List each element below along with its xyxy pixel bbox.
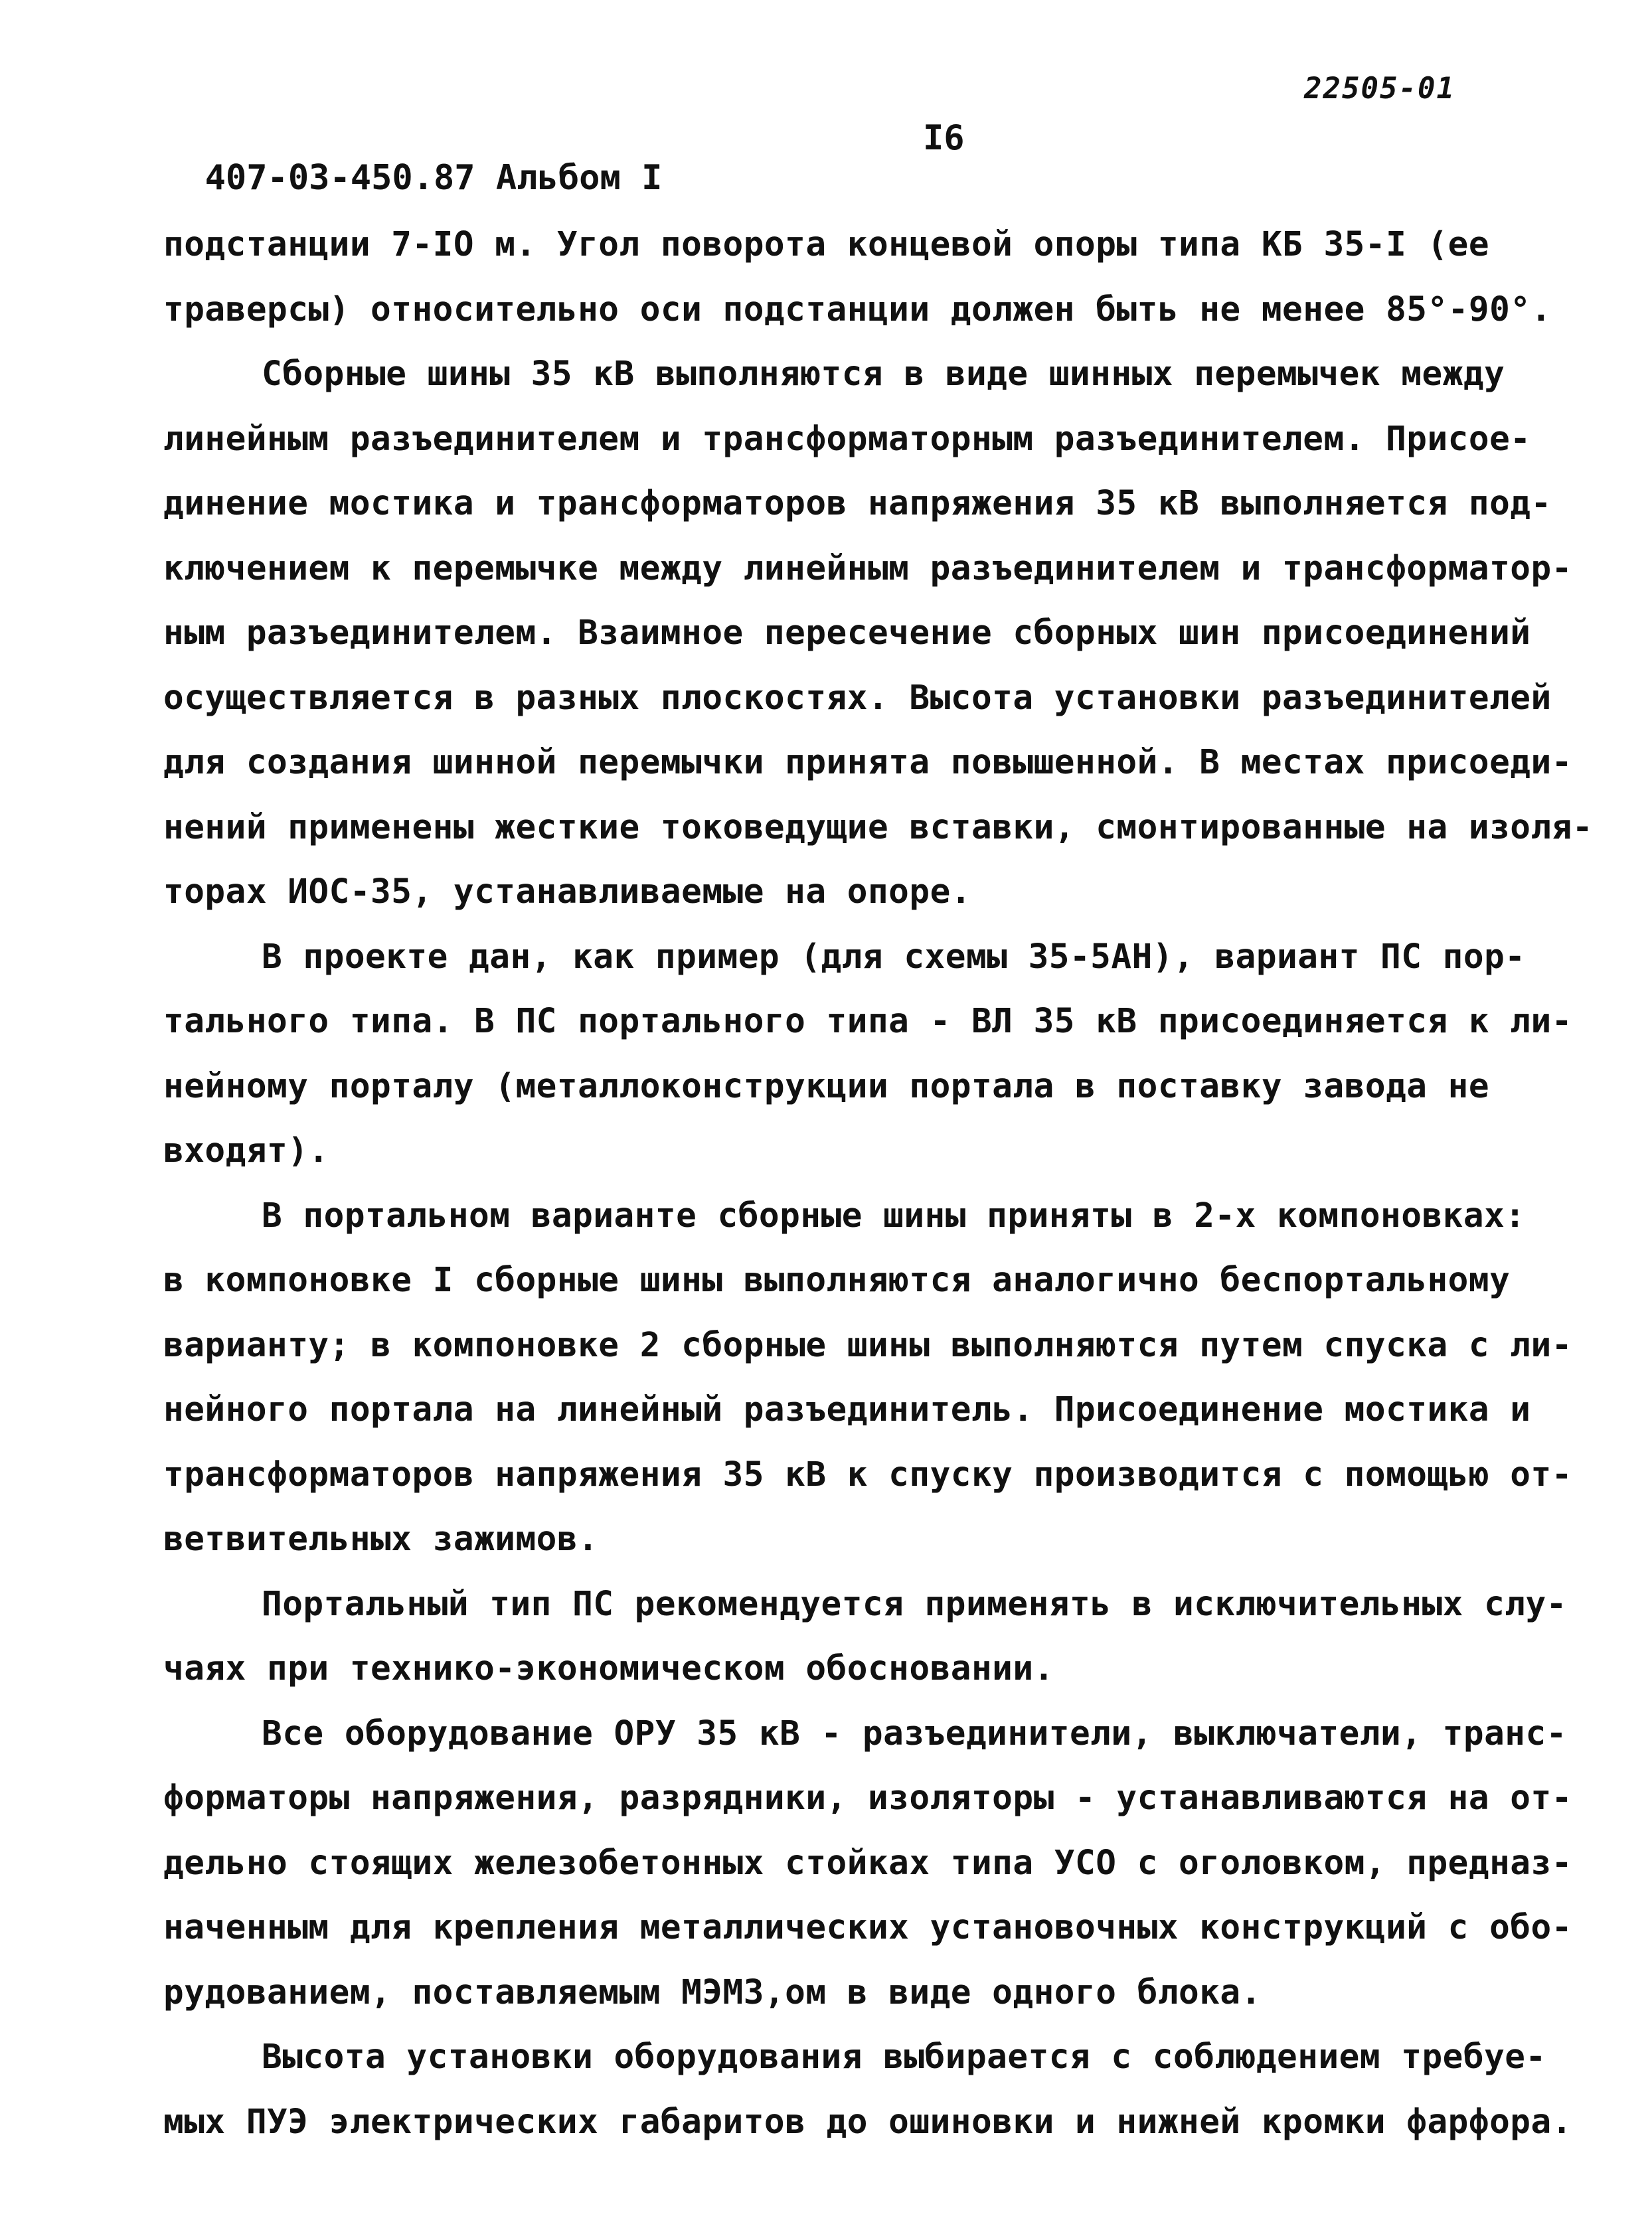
text-line: входят). — [163, 1131, 329, 1170]
text-line: ключением к перемычке между линейным разъединителем и трансформатор- — [163, 548, 1572, 588]
text-line: ным разъединителем. Взаимное пересечение сборных шин присоединений — [163, 613, 1531, 653]
text-line: мых ПУЭ электрических габаритов до ошиновки и нижней кромки фарфора. — [163, 2102, 1572, 2142]
text-line: нений применены жесткие токоведущие вставки, смонтированные на изоля- — [163, 807, 1594, 847]
document-number: 22505-01 — [1304, 72, 1455, 106]
text-line: Все оборудование ОРУ 35 кВ - разъединители, выключатели, транс- — [262, 1714, 1567, 1753]
text-line: нейного портала на линейный разъединитель. Присоединение мостика и — [163, 1390, 1531, 1429]
text-line: линейным разъединителем и трансформаторным разъединителем. Присое- — [163, 419, 1531, 459]
text-line: В проекте дан, как пример (для схемы 35-5АН), вариант ПС пор- — [262, 937, 1526, 977]
text-line: Сборные шины 35 кВ выполняются в виде шинных перемычек между — [262, 355, 1505, 394]
text-line: варианту; в компоновке 2 сборные шины выполняются путем спуска с ли- — [163, 1325, 1572, 1365]
text-line: наченным для крепления металлических установочных конструкций с обо- — [163, 1908, 1572, 1947]
text-line: Портальный тип ПС рекомендуется применять в исключительных слу- — [262, 1584, 1567, 1624]
text-line: рудованием, поставляемым МЭМЗ,ом в виде одного блока. — [163, 1972, 1262, 2012]
text-line: нейному порталу (металлоконструкции портала в поставку завода не — [163, 1066, 1490, 1106]
text-line: ветвительных зажимов. — [163, 1520, 599, 1559]
album-code: 407-03-450.87 Альбом I — [205, 158, 663, 198]
body-text — [163, 212, 1594, 2154]
text-line: дельно стоящих железобетонных стойках типа УСО с оголовком, предназ- — [163, 1843, 1572, 1883]
text-line: тального типа. В ПС портального типа - ВЛ 35 кВ присоединяется к ли- — [163, 1002, 1572, 1041]
text-line: трансформаторов напряжения 35 кВ к спуску производится с помощью от- — [163, 1455, 1572, 1494]
text-line: подстанции 7-IO м. Угол поворота концевой опоры типа КБ 35-I (ее — [163, 225, 1490, 264]
text-line: Высота установки оборудования выбирается с соблюдением требуе- — [262, 2038, 1546, 2077]
text-line: форматоры напряжения, разрядники, изоляторы - устанавливаются на от- — [163, 1779, 1572, 1818]
text-line: осуществляется в разных плоскостях. Высота установки разъединителей — [163, 678, 1552, 718]
text-line: для создания шинной перемычки принята повышенной. В местах присоеди- — [163, 743, 1572, 782]
text-line: в компоновке I сборные шины выполняются аналогично беспортальному — [163, 1261, 1511, 1300]
page-number: I6 — [923, 118, 965, 158]
text-line: В портальном варианте сборные шины приняты в 2-х компоновках: — [262, 1196, 1526, 1236]
text-line: динение мостика и трансформаторов напряжения 35 кВ выполняется под- — [163, 484, 1552, 523]
text-line: траверсы) относительно оси подстанции должен быть не менее 85°-90°. — [163, 289, 1552, 329]
text-line: торах ИОС-35, устанавливаемые на опоре. — [163, 872, 971, 912]
text-line: чаях при технико-экономическом обосновании. — [163, 1649, 1054, 1688]
